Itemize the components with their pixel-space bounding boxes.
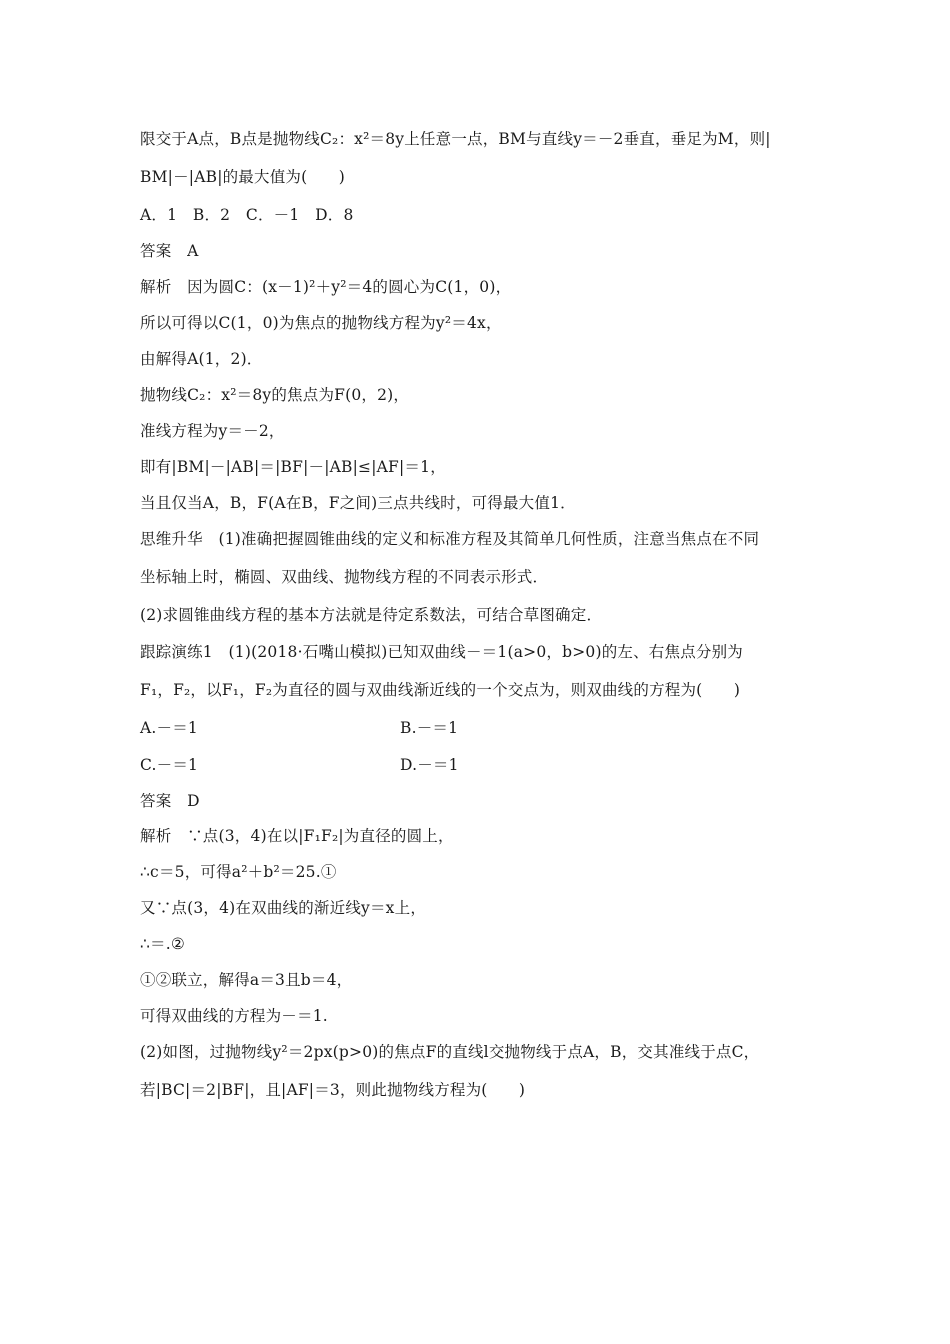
option-a: A.－＝1	[140, 719, 198, 737]
answer-line: 答案 A	[140, 242, 199, 260]
option-d: D.－＝1	[400, 756, 459, 774]
solution-line: 又∵点(3，4)在双曲线的渐近线y＝x上，	[140, 899, 427, 917]
exercise-line: 跟踪演练1 (1)(2018·石嘴山模拟)已知双曲线－＝1(a>0，b>0)的左、右焦点分别为	[140, 643, 744, 661]
solution-line: 可得双曲线的方程为－＝1.	[140, 1007, 328, 1025]
problem-text-line: 若|BC|＝2|BF|，且|AF|＝3，则此抛物线方程为( )	[140, 1081, 526, 1099]
solution-line: 准线方程为y＝－2，	[140, 422, 285, 440]
solution-line: 解析 因为圆C：(x－1)²＋y²＝4的圆心为C(1，0)，	[140, 278, 512, 296]
solution-line: ①②联立，解得a＝3且b＝4，	[140, 971, 353, 989]
summary-line: 坐标轴上时，椭圆、双曲线、抛物线方程的不同表示形式．	[140, 568, 549, 586]
solution-line: 由解得A(1，2)．	[140, 350, 263, 368]
problem-text-line: 限交于A点，B点是抛物线C₂：x²＝8y上任意一点，BM与直线y＝－2垂直，垂足为M，则|	[140, 130, 771, 148]
choices-line: A．1 B．2 C．－1 D．8	[140, 206, 354, 224]
option-b: B.－＝1	[400, 719, 459, 737]
solution-line: 解析 ∵点(3，4)在以|F₁F₂|为直径的圆上，	[140, 827, 454, 845]
exercise-line: F₁，F₂，以F₁，F₂为直径的圆与双曲线渐近线的一个交点为，则双曲线的方程为( )	[140, 681, 741, 699]
solution-line: 所以可得以C(1，0)为焦点的抛物线方程为y²＝4x，	[140, 314, 502, 332]
solution-line: 抛物线C₂：x²＝8y的焦点为F(0，2)，	[140, 386, 410, 404]
options-row	[140, 754, 820, 776]
answer-line: 答案 D	[140, 792, 200, 810]
solution-line: ∴c＝5，可得a²＋b²＝25.①	[140, 863, 337, 881]
options-row	[140, 717, 820, 739]
solution-line: ∴＝.②	[140, 935, 185, 953]
problem-text-line: (2)如图，过抛物线y²＝2px(p>0)的焦点F的直线l交抛物线于点A，B，交其准线于点C，	[140, 1043, 760, 1061]
summary-line: 思维升华 (1)准确把握圆锥曲线的定义和标准方程及其简单几何性质，注意当焦点在不同	[140, 530, 760, 548]
summary-line: (2)求圆锥曲线方程的基本方法就是待定系数法，可结合草图确定．	[140, 606, 603, 624]
solution-line: 即有|BM|－|AB|＝|BF|－|AB|≤|AF|＝1，	[140, 458, 446, 476]
problem-text-line: BM|－|AB|的最大值为( )	[140, 168, 346, 186]
solution-line: 当且仅当A，B，F(A在B，F之间)三点共线时，可得最大值1．	[140, 494, 576, 512]
option-c: C.－＝1	[140, 756, 199, 774]
